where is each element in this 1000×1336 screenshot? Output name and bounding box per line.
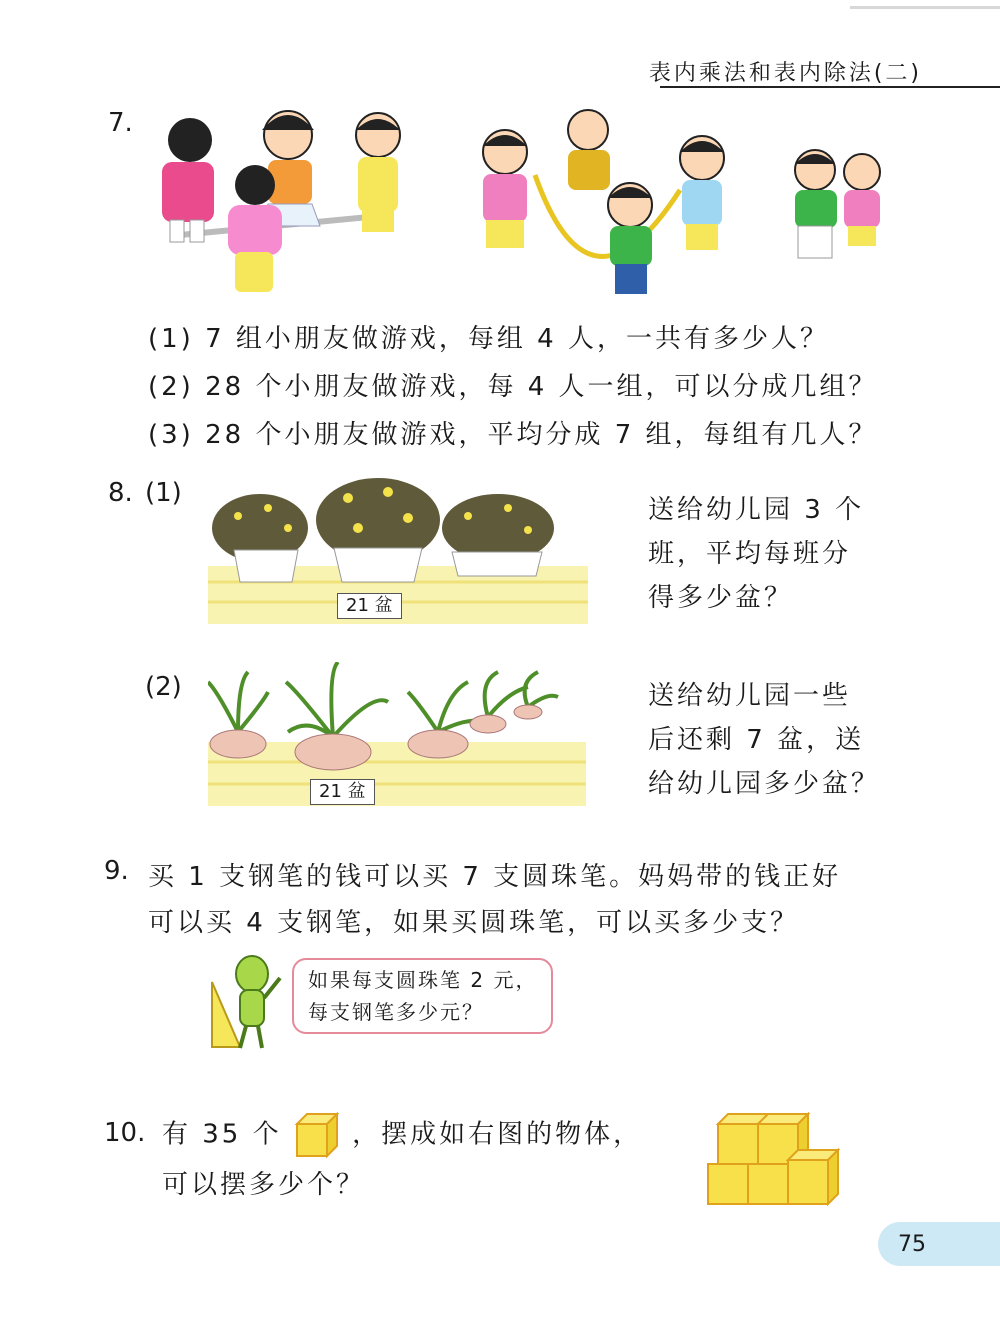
question-7-number: 7.: [108, 108, 133, 138]
question-9-line-2: 可以买 4 支钢笔，如果买圆珠笔，可以买多少支？: [148, 908, 800, 938]
question-7-item-1: (1) 7 组小朋友做游戏，每组 4 人，一共有多少人？: [148, 324, 829, 354]
text-line: 班，平均每班分: [648, 539, 852, 569]
question-8-part-1-text: [648, 488, 864, 620]
cube-stack-illustration: [706, 1112, 848, 1208]
question-7-item-3: (3) 28 个小朋友做游戏，平均分成 7 组，每组有几人？: [148, 420, 878, 450]
question-9-number: 9.: [104, 856, 129, 886]
text-line: 给幼儿园多少盆？: [648, 769, 881, 799]
spider-plants-illustration: [208, 662, 586, 808]
text-line: 送给幼儿园 3 个: [648, 495, 865, 525]
question-8-number: 8.: [108, 478, 133, 508]
children-games-illustration: [150, 100, 890, 305]
text-line: 后还剩 7 盆，送: [648, 725, 865, 755]
quantity-box-21-pots-2: 21 盆: [310, 779, 375, 805]
page-number-tab: [878, 1222, 1000, 1266]
question-10-line-2: 可以摆多少个？: [162, 1170, 366, 1200]
question-10-text-a: 有 35 个: [162, 1119, 282, 1150]
chapter-title: 表内乘法和表内除法(二): [648, 61, 922, 86]
cube-icon: [293, 1112, 341, 1158]
header-rule: [660, 86, 1000, 88]
jump-rope-group: [483, 110, 724, 294]
top-edge-rule: [850, 6, 1000, 9]
cartoon-mascot-illustration: [200, 952, 290, 1056]
text-line: 得多少盆？: [648, 583, 794, 613]
quantity-box-21-pots: 21 盆: [337, 593, 402, 619]
bubble-line: 每支钢笔多少元？: [308, 1000, 484, 1024]
question-8-part-2-label: (2): [145, 672, 182, 702]
running-children-group: [795, 150, 880, 258]
page-number: 75: [898, 1232, 926, 1257]
question-8-part-2-text: [648, 674, 880, 806]
question-9-line-1: 买 1 支钢笔的钱可以买 7 支圆珠笔。妈妈带的钱正好: [148, 862, 842, 892]
speech-bubble: [292, 958, 553, 1034]
text-line: 送给幼儿园一些: [648, 681, 852, 711]
rubber-band-group: [162, 111, 400, 292]
question-7-item-2: (2) 28 个小朋友做游戏，每 4 人一组，可以分成几组？: [148, 372, 878, 402]
question-10-text-b: ，摆成如右图的物体，: [352, 1119, 643, 1150]
bubble-line: 如果每支圆珠笔 2 元，: [308, 968, 538, 992]
question-10-number: 10.: [104, 1118, 146, 1148]
question-8-part-1-label: (1): [145, 478, 182, 508]
question-10-line-1: [162, 1112, 642, 1158]
